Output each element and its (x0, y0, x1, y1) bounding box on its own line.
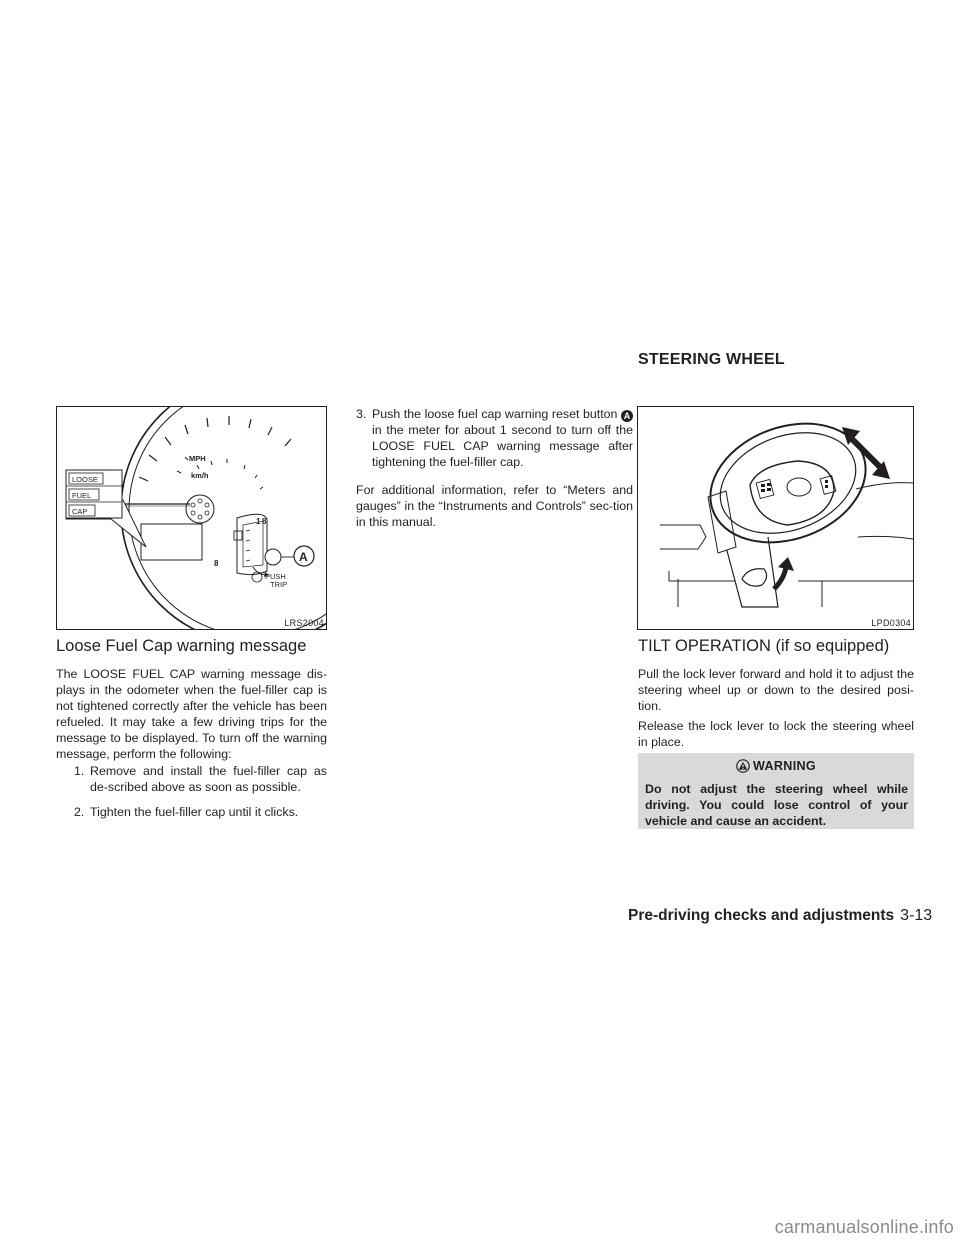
reset-button-knob (265, 549, 281, 565)
steering-wheel-illustration (638, 407, 913, 629)
step-1-number: 1. (74, 764, 85, 778)
gauge-illustration (57, 407, 326, 629)
message-line-loose: LOOSE (72, 475, 98, 484)
tilt-paragraph-2: Release the lock lever to lock the steering wheel in place. (638, 719, 914, 749)
figure-code-lrs2004: LRS2004 (284, 618, 324, 628)
warning-text: Do not adjust the steering wheel while driving. You could lose control of your vehicle and cause an accident. (645, 782, 908, 828)
additional-info-paragraph: For additional information, refer to “Meters and gauges” in the “Instruments and Controls” sec-tion in this manual. (356, 483, 633, 529)
push-label: PUSH (265, 572, 286, 581)
warning-title (638, 759, 914, 773)
warning-box (638, 753, 914, 829)
trip-label: TRIP (270, 580, 288, 589)
steering-wheel-figure (637, 406, 914, 630)
page-number: 3-13 (900, 907, 933, 924)
page-footer (628, 907, 932, 925)
warning-icon (736, 759, 750, 773)
mph-label: MPH (189, 454, 206, 463)
footer-section-title: Pre-driving checks and adjustments (628, 907, 895, 924)
callout-a-label: A (299, 550, 308, 564)
warning-title-text: WARNING (753, 759, 816, 773)
reset-button-marker: A (621, 410, 633, 422)
section-heading: STEERING WHEEL (638, 351, 785, 368)
step-3-text (356, 406, 633, 470)
fuel-mark-bottom: 8 (214, 559, 219, 568)
step-2-number: 2. (74, 805, 85, 819)
step-3-number: 3. (356, 407, 367, 421)
step-1 (74, 763, 327, 795)
fuel-pump-icon (234, 531, 242, 540)
step-3-text-after: in the meter for about 1 second to turn off the LOOSE FUEL CAP warning message after tightening the fuel-filler cap. (372, 423, 633, 469)
fuel-mark-top-2: 8 (262, 517, 267, 526)
fuel-cap-gauge-figure (56, 406, 327, 630)
figure-code-lpd0304: LPD0304 (871, 618, 911, 628)
kmh-label: km/h (191, 471, 209, 480)
step-3 (356, 406, 633, 470)
step-2 (74, 804, 327, 820)
message-line-fuel: FUEL (72, 491, 92, 500)
tilt-operation-title: TILT OPERATION (if so equipped) (638, 637, 890, 655)
step-2-text: Tighten the fuel-filler cap until it clicks. (90, 805, 299, 819)
fuel-mark-top: 1 (256, 517, 261, 526)
loose-fuel-cap-title: Loose Fuel Cap warning message (56, 637, 307, 655)
step-3-text-before: Push the loose fuel cap warning reset button (372, 407, 618, 421)
tilt-paragraph-1: Pull the lock lever forward and hold it to adjust the steering wheel up or down to the desired posi-tion. (638, 667, 914, 713)
loose-fuel-cap-paragraph: The LOOSE FUEL CAP warning message dis-plays in the odometer when the fuel-filler cap is not tightened correctly after the vehicle has been refueled. It may take a few driving trips for the message to be displayed. To turn off the warning message, perform the following: (56, 667, 327, 761)
watermark: carmanualsonline.info (774, 1217, 954, 1237)
message-line-cap: CAP (72, 507, 88, 516)
step-1-text: Remove and install the fuel-filler cap as de-scribed above as soon as possible. (90, 764, 327, 794)
